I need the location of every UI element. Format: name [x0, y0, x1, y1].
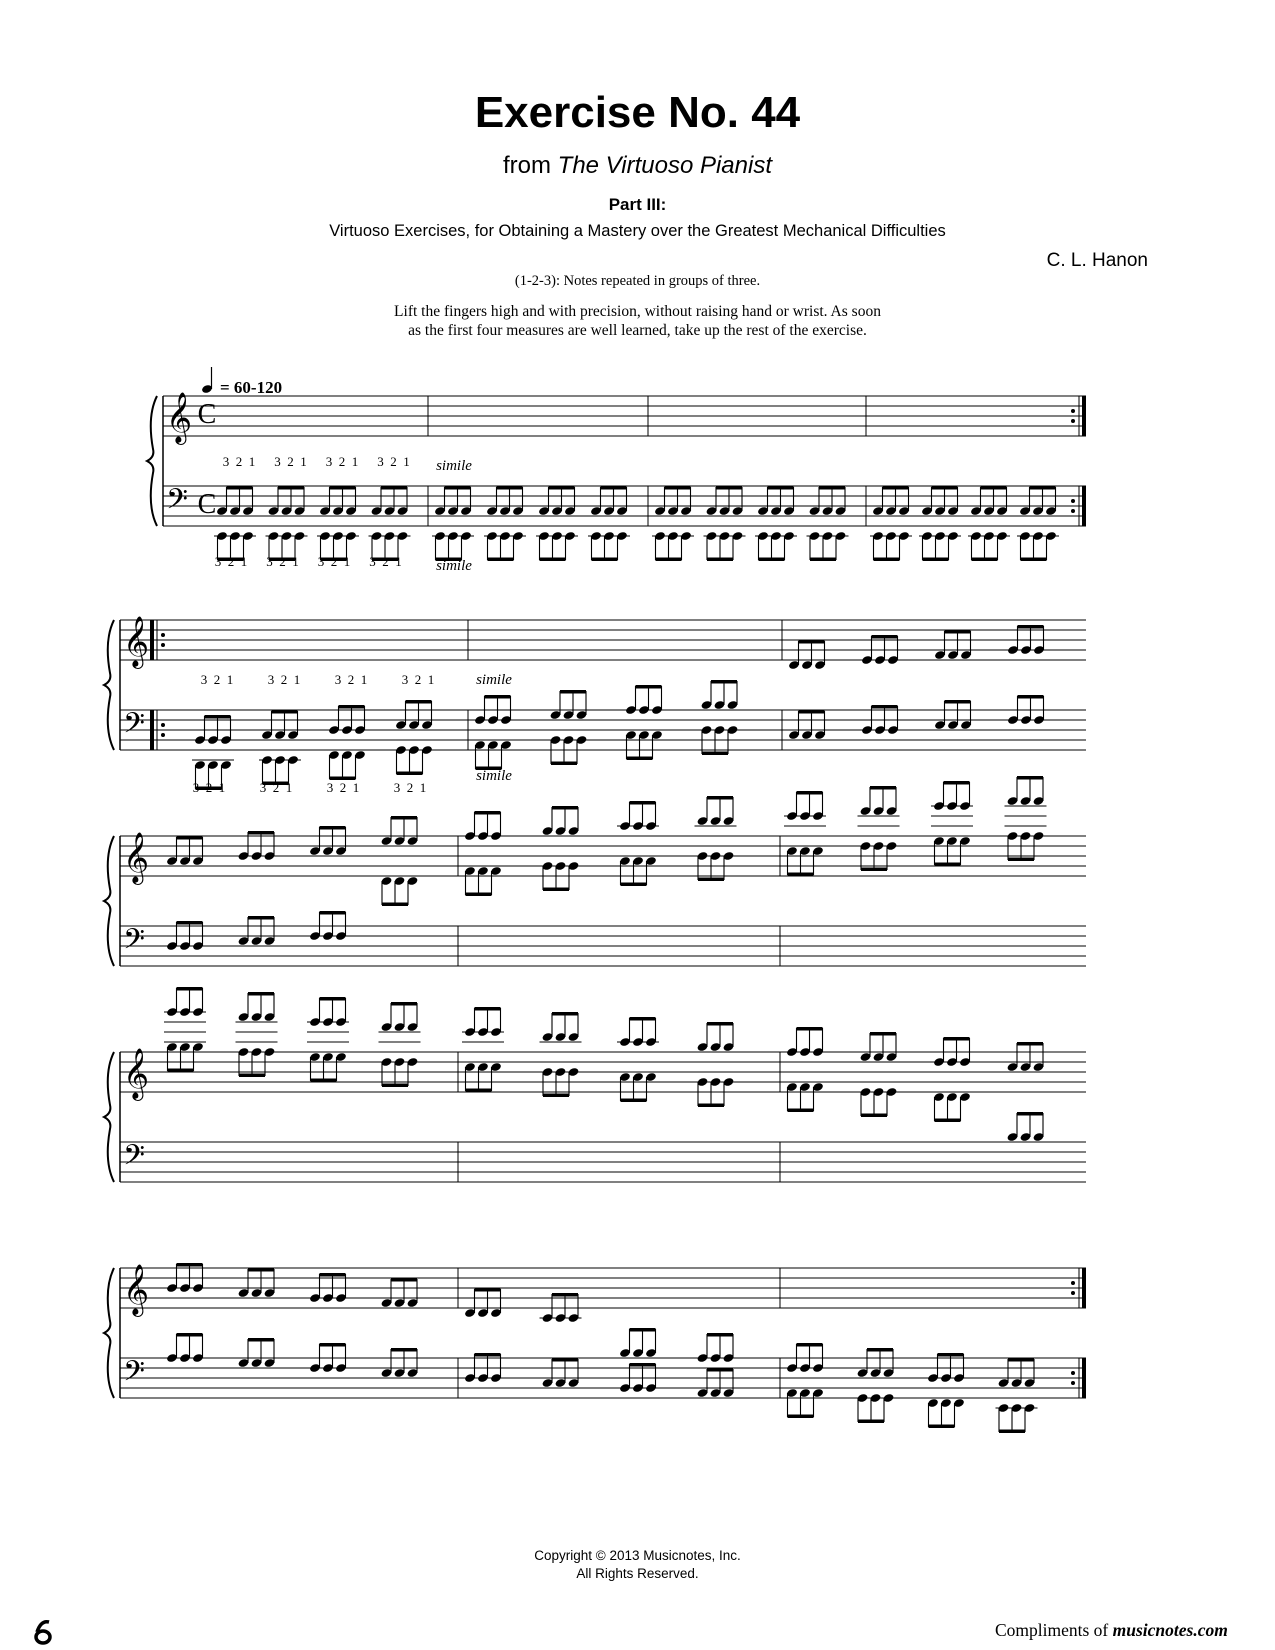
- beam: [475, 1353, 501, 1357]
- treble-clef-icon: 𝄞: [122, 1265, 150, 1314]
- measure: [784, 776, 1047, 876]
- fingering-number: 1: [419, 780, 427, 795]
- instructions-line-1: Lift the fingers high and with precision, without raising hand or wrist. As soon: [394, 303, 881, 320]
- beam: [320, 911, 346, 915]
- measure: [166, 1263, 418, 1378]
- beam: [552, 1012, 578, 1016]
- beam: [972, 558, 998, 562]
- beam: [707, 1022, 733, 1026]
- beam: [1030, 486, 1056, 490]
- beam: [935, 863, 961, 867]
- simile-marking: simile: [476, 672, 512, 688]
- repeat-dot: [1071, 419, 1075, 423]
- beam: [551, 762, 577, 766]
- score-system: [104, 1263, 1086, 1433]
- fingering-number: 3: [267, 672, 275, 687]
- repeat-dot: [161, 633, 165, 637]
- measure: [788, 625, 1045, 740]
- beam: [475, 1007, 501, 1011]
- beam: [1017, 1112, 1043, 1116]
- copyright: [0, 1547, 1275, 1583]
- fingering-number: 1: [351, 454, 359, 469]
- beam: [707, 1368, 733, 1372]
- beam: [799, 710, 825, 714]
- copyright-line-2: All Rights Reserved.: [576, 1566, 699, 1581]
- musicnotes-logo-icon: [32, 1618, 54, 1646]
- beam: [497, 486, 523, 490]
- beam: [630, 1328, 656, 1332]
- beam: [177, 1263, 203, 1267]
- beam: [870, 1032, 896, 1036]
- fingering-number: 2: [339, 780, 347, 795]
- repeat-dot: [1071, 509, 1075, 513]
- beam: [248, 1268, 274, 1272]
- beam: [382, 1084, 408, 1088]
- beam: [330, 486, 356, 490]
- beam: [698, 1104, 724, 1108]
- beam: [543, 1094, 569, 1098]
- beam: [819, 486, 845, 490]
- beam: [716, 486, 742, 490]
- fingering-number: 3: [274, 454, 281, 469]
- beam: [656, 558, 682, 562]
- repeat-dot: [1071, 499, 1075, 503]
- beam: [339, 705, 365, 709]
- beam: [768, 486, 794, 490]
- fingering-number: 1: [300, 454, 307, 469]
- fingering-number: 1: [395, 554, 402, 569]
- beam: [552, 806, 578, 810]
- time-signature-bass: C: [197, 489, 217, 520]
- beam: [320, 1343, 346, 1347]
- beam: [883, 486, 909, 490]
- beam: [788, 873, 814, 877]
- simile-marking: simile: [436, 458, 472, 474]
- beam: [381, 486, 407, 490]
- beam: [382, 903, 408, 907]
- beam: [177, 836, 203, 840]
- measure: [870, 486, 1059, 561]
- beam: [665, 486, 691, 490]
- fingering-number: 2: [213, 672, 221, 687]
- beam: [981, 486, 1007, 490]
- fingering-number: 2: [338, 454, 346, 469]
- beam: [945, 630, 971, 634]
- fingering-number: 2: [205, 780, 213, 795]
- repeat-dot: [1071, 1291, 1075, 1295]
- beam: [698, 878, 724, 882]
- fingering-number: 1: [403, 454, 410, 469]
- fingering-number: 3: [200, 672, 208, 687]
- score-system: [104, 776, 1086, 966]
- beam: [320, 997, 346, 1001]
- brace: [147, 396, 157, 526]
- beam: [177, 921, 203, 925]
- fingering-number: 3: [377, 454, 384, 469]
- measure: [652, 486, 849, 561]
- beam: [1008, 858, 1034, 862]
- beam: [630, 801, 656, 805]
- beam: [278, 486, 304, 490]
- beam: [466, 1089, 492, 1093]
- score-systems: [104, 367, 1086, 1433]
- score-system: [104, 987, 1086, 1182]
- beam: [320, 1273, 346, 1277]
- beam: [552, 1358, 578, 1362]
- beam: [707, 558, 733, 562]
- beam: [707, 1333, 733, 1337]
- fingering-number: 2: [347, 672, 355, 687]
- beam: [320, 826, 346, 830]
- fingering-number: 1: [343, 554, 351, 569]
- repeat-thick-line: [1082, 1358, 1086, 1398]
- fingering-number: 2: [280, 672, 288, 687]
- beam: [870, 786, 896, 790]
- brace: [104, 620, 114, 750]
- fingering-number: 1: [352, 780, 360, 795]
- fingering-number: 2: [390, 454, 397, 469]
- beam: [1021, 558, 1047, 562]
- beam: [549, 486, 575, 490]
- fingering-number: 1: [226, 672, 234, 687]
- fingering-number: 3: [369, 554, 376, 569]
- beam: [205, 715, 231, 719]
- compliments: [995, 1620, 1228, 1641]
- beam: [227, 486, 253, 490]
- repeat-thick-line: [150, 620, 154, 660]
- beam: [601, 486, 627, 490]
- beam: [938, 1353, 964, 1357]
- beam: [391, 816, 417, 820]
- fingering-number: 3: [334, 672, 342, 687]
- beam: [475, 1288, 501, 1292]
- repeat-thick-line: [1082, 486, 1086, 526]
- fingering-number: 2: [382, 554, 389, 569]
- fingering-number: 3: [325, 454, 333, 469]
- treble-clef-icon: 𝄞: [122, 617, 150, 666]
- beam: [1017, 776, 1043, 780]
- beam: [272, 710, 298, 714]
- brace: [104, 1052, 114, 1182]
- simile-marking: simile: [476, 768, 512, 784]
- fingering-number: 3: [401, 672, 409, 687]
- fingering-number: 3: [222, 454, 230, 469]
- beam: [540, 558, 566, 562]
- beam: [711, 680, 737, 684]
- fingering-number: 1: [285, 780, 293, 795]
- beam: [630, 1363, 656, 1367]
- fingering-number: 1: [218, 780, 226, 795]
- beam: [944, 781, 970, 785]
- measure: [192, 672, 434, 795]
- fingering-number: 1: [248, 454, 256, 469]
- beam: [759, 558, 785, 562]
- beam: [1017, 1042, 1043, 1046]
- fingering-number: 1: [292, 554, 299, 569]
- repeat-dot: [1071, 1281, 1075, 1285]
- measure: [786, 1027, 1044, 1142]
- fingering-number: 3: [326, 780, 334, 795]
- beam: [248, 1338, 274, 1342]
- beam: [391, 1002, 417, 1006]
- beam: [1018, 695, 1044, 699]
- beam: [935, 1119, 961, 1123]
- quarter-note-icon: [201, 367, 213, 394]
- beam: [239, 1074, 265, 1078]
- fingering-number: 3: [393, 780, 401, 795]
- fingering-number: 2: [330, 554, 338, 569]
- beam: [627, 757, 653, 761]
- fingering-number: 2: [235, 454, 243, 469]
- beam: [872, 635, 898, 639]
- fingering-number: 2: [227, 554, 235, 569]
- beam: [945, 700, 971, 704]
- beam: [391, 1278, 417, 1282]
- part-heading: Part III:: [608, 195, 667, 214]
- beam: [702, 752, 728, 756]
- bass-clef-icon: 𝄢: [123, 709, 145, 746]
- beam: [999, 1430, 1025, 1434]
- measure: [464, 1288, 734, 1398]
- fingering-number: 3: [259, 780, 267, 795]
- fingering-number: 2: [287, 454, 294, 469]
- fingering-number: 2: [279, 554, 286, 569]
- beam: [475, 811, 501, 815]
- beam: [552, 1293, 578, 1297]
- beam: [861, 868, 887, 872]
- beam: [248, 916, 274, 920]
- beam: [621, 1099, 647, 1103]
- beam: [630, 1017, 656, 1021]
- beam: [799, 640, 825, 644]
- beam: [248, 831, 274, 835]
- beam: [1018, 625, 1044, 629]
- beam: [177, 1333, 203, 1337]
- repeat-dot: [1071, 409, 1075, 413]
- subtitle-prefix: from: [502, 152, 558, 179]
- beam: [788, 1415, 814, 1419]
- fingering-number: 2: [272, 780, 280, 795]
- copyright-line-1: Copyright © 2013 Musicnotes, Inc.: [534, 1548, 741, 1563]
- beam: [923, 558, 949, 562]
- beam: [797, 1027, 823, 1031]
- treble-clef-icon: 𝄞: [122, 1049, 150, 1098]
- beam: [929, 1425, 955, 1429]
- beam: [810, 558, 836, 562]
- repeat-dot: [161, 733, 165, 737]
- beam: [466, 893, 492, 897]
- repeat-dot: [161, 723, 165, 727]
- beam: [932, 486, 958, 490]
- repeat-dot: [161, 643, 165, 647]
- beam: [391, 1348, 417, 1352]
- bass-clef-icon: 𝄢: [123, 925, 145, 962]
- beam: [177, 987, 203, 991]
- fingering-number: 1: [427, 672, 435, 687]
- beam: [311, 1079, 337, 1083]
- beam: [560, 690, 586, 694]
- beam: [797, 1343, 823, 1347]
- compliments-prefix: Compliments of: [995, 1620, 1113, 1640]
- fingering-number: 1: [293, 672, 301, 687]
- beam: [1008, 1358, 1034, 1362]
- fingering-number: 3: [266, 554, 273, 569]
- tempo-marking: = 60-120: [220, 378, 283, 397]
- score-system: [147, 393, 1086, 574]
- repeat-thick-line: [1082, 396, 1086, 436]
- beam: [861, 1114, 887, 1118]
- beam: [874, 558, 900, 562]
- beam: [543, 888, 569, 892]
- bass-clef-icon: 𝄢: [123, 1357, 145, 1394]
- treble-clef-icon: 𝄞: [165, 393, 193, 442]
- beam: [788, 1109, 814, 1113]
- composer: C. L. Hanon: [1046, 250, 1148, 271]
- beam: [707, 796, 733, 800]
- bass-clef-icon: 𝄢: [166, 485, 188, 522]
- fingering-number: 2: [406, 780, 414, 795]
- fingering-number: 3: [192, 780, 200, 795]
- beam: [406, 700, 432, 704]
- part-description: Virtuoso Exercises, for Obtaining a Mastery over the Greatest Mechanical Difficulties: [329, 222, 946, 240]
- beam: [488, 558, 514, 562]
- simile-marking: simile: [436, 558, 472, 574]
- note-groups-text: (1-2-3): Notes repeated in groups of three.: [514, 273, 761, 289]
- beam: [797, 791, 823, 795]
- beam: [445, 486, 471, 490]
- repeat-dot: [1071, 1371, 1075, 1375]
- beam: [944, 1037, 970, 1041]
- beam: [592, 558, 618, 562]
- time-signature-treble: C: [197, 399, 217, 430]
- bass-clef-icon: 𝄢: [123, 1141, 145, 1178]
- instructions-line-2: as the first four measures are well learned, take up the rest of the exercise.: [408, 322, 867, 339]
- measure: [474, 672, 738, 784]
- fingering-number: 2: [414, 672, 422, 687]
- beam: [872, 705, 898, 709]
- repeat-dot: [1071, 1381, 1075, 1385]
- fingering-number: 3: [317, 554, 325, 569]
- beam: [621, 883, 647, 887]
- brace: [104, 836, 114, 966]
- beam: [858, 1420, 884, 1424]
- score-system: [104, 617, 1086, 795]
- beam: [397, 772, 423, 776]
- repeat-thick-line: [1082, 1268, 1086, 1308]
- measure: [214, 454, 411, 569]
- beam: [636, 685, 662, 689]
- work-title: The Virtuoso Pianist: [557, 152, 772, 179]
- beam: [485, 695, 511, 699]
- fingering-number: 1: [240, 554, 248, 569]
- beam: [168, 1069, 194, 1073]
- compliments-link[interactable]: musicnotes.com: [1112, 1620, 1228, 1640]
- brace: [104, 1268, 114, 1398]
- page-title: Exercise No. 44: [474, 88, 801, 137]
- beam: [867, 1348, 893, 1352]
- treble-clef-icon: 𝄞: [122, 833, 150, 882]
- fingering-number: 1: [360, 672, 368, 687]
- beam: [248, 992, 274, 996]
- fingering-number: 3: [214, 554, 222, 569]
- repeat-thick-line: [150, 710, 154, 750]
